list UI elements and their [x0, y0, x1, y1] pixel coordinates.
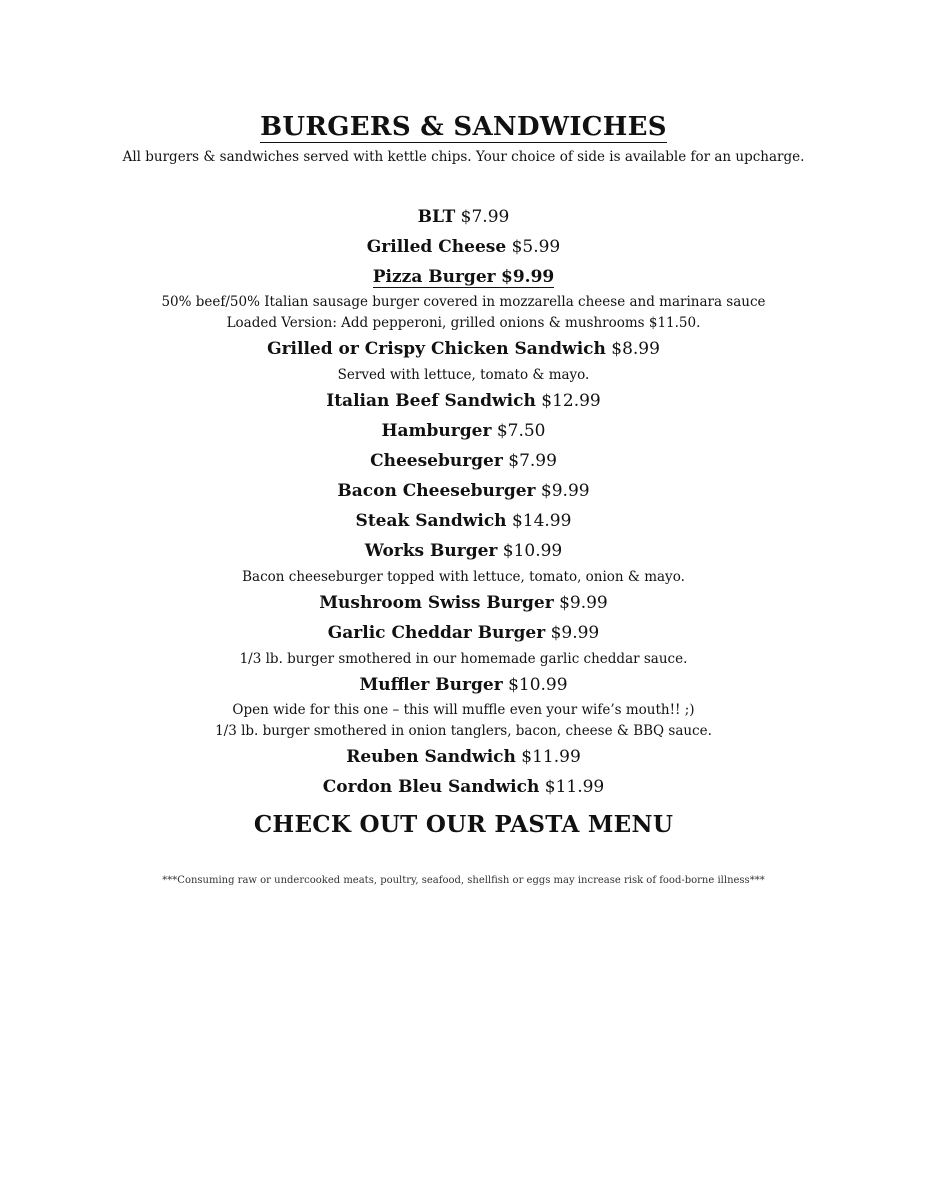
item-description: Served with lettuce, tomato & mayo.: [337, 367, 590, 383]
menu-item-mushroom-swiss: [0, 588, 927, 618]
menu-list: [0, 202, 927, 842]
menu-item-reuben: [0, 742, 927, 772]
item-description: 1/3 lb. burger smothered in our homemade garlic cheddar sauce.: [239, 651, 688, 667]
item-price: $11.99: [521, 747, 581, 767]
item-price: $8.99: [611, 339, 660, 359]
item-description: Loaded Version: Add pepperoni, grilled onions & mushrooms $11.50.: [226, 315, 701, 331]
subtitle: All burgers & sandwiches served with kettle chips. Your choice of side is available for an upcharge.: [122, 149, 805, 165]
item-description: 50% beef/50% Italian sausage burger covered in mozzarella cheese and marinara sauce: [161, 294, 766, 310]
menu-item-works-burger: [0, 536, 927, 566]
menu-item-chicken-sandwich: [0, 334, 927, 364]
item-name: Cheeseburger: [370, 451, 503, 471]
item-name: Cordon Bleu Sandwich: [322, 777, 540, 797]
item-name: BLT: [417, 207, 456, 227]
item-name: Italian Beef Sandwich: [326, 391, 536, 411]
item-name: Bacon Cheeseburger: [337, 481, 536, 501]
item-price: $11.99: [544, 777, 605, 797]
item-price: $7.99: [508, 451, 557, 471]
item-description: Open wide for this one – this will muffle even your wife’s mouth!! ;): [232, 702, 695, 718]
item-price: $9.99: [501, 267, 555, 287]
item-name: Grilled or Crispy Chicken Sandwich: [267, 339, 606, 359]
menu-item-blt: [0, 202, 927, 232]
menu-item-muffler-burger: [0, 670, 927, 700]
pasta-menu-callout: CHECK OUT OUR PASTA MENU: [253, 811, 674, 838]
item-name: Hamburger: [381, 421, 492, 441]
item-name: Reuben Sandwich: [346, 747, 516, 767]
item-price: $12.99: [541, 391, 601, 411]
menu-item-hamburger: [0, 416, 927, 446]
menu-item-garlic-cheddar: [0, 618, 927, 648]
menu-item-steak-sandwich: [0, 506, 927, 536]
item-price: $14.99: [511, 511, 572, 531]
item-name: Steak Sandwich: [355, 511, 507, 531]
item-name: Muffler Burger: [359, 675, 503, 695]
food-safety-disclaimer: ***Consuming raw or undercooked meats, poultry, seafood, shellfish or eggs may increase risk of food-borne illness***: [162, 875, 765, 886]
item-price: $7.50: [496, 421, 546, 441]
item-price: $10.99: [508, 675, 568, 695]
item-price: $9.99: [559, 593, 608, 613]
page-title-text: BURGERS & SANDWICHES: [260, 112, 667, 142]
item-price: $9.99: [550, 623, 600, 643]
item-description: 1/3 lb. burger smothered in onion tanglers, bacon, cheese & BBQ sauce.: [215, 723, 712, 739]
menu-item-pizza-burger: [0, 262, 927, 292]
item-name: Garlic Cheddar Burger: [327, 623, 546, 643]
menu-item-grilled-cheese: [0, 232, 927, 262]
menu-item-italian-beef: [0, 386, 927, 416]
menu-item-bacon-cheeseburger: [0, 476, 927, 506]
page-title: [0, 112, 927, 142]
menu-item-cheeseburger: [0, 446, 927, 476]
item-price: $7.99: [460, 207, 510, 227]
item-price: $10.99: [502, 541, 563, 561]
item-price: $9.99: [540, 481, 590, 501]
item-name: Pizza Burger: [372, 267, 496, 287]
item-name: Grilled Cheese: [366, 237, 507, 257]
menu-item-cordon-bleu: [0, 772, 927, 802]
item-name: Mushroom Swiss Burger: [319, 593, 554, 613]
item-price: $5.99: [511, 237, 561, 257]
item-name: Works Burger: [364, 541, 498, 561]
item-description: Bacon cheeseburger topped with lettuce, tomato, onion & mayo.: [242, 569, 685, 585]
